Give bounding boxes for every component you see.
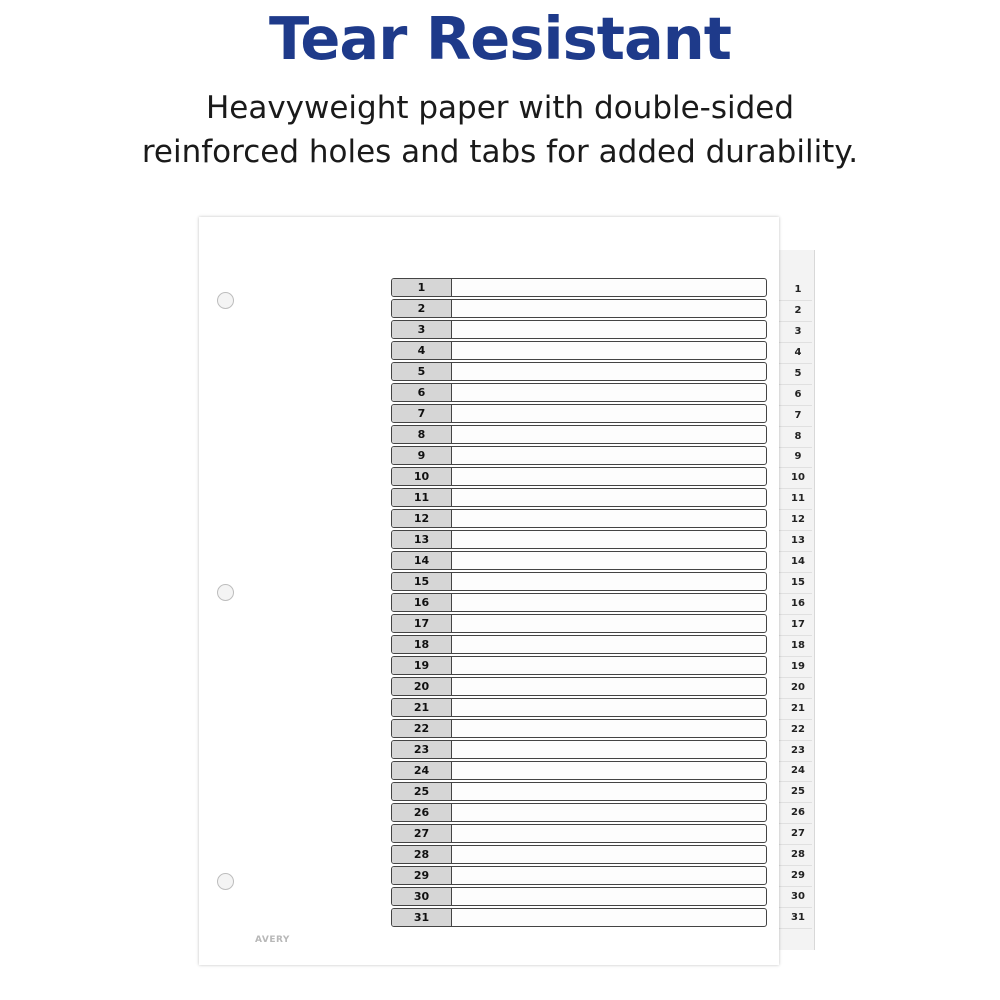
- toc-row: [391, 488, 767, 507]
- toc-row: [391, 866, 767, 885]
- toc-row-number: 27: [392, 825, 452, 842]
- toc-row-number: 26: [392, 804, 452, 821]
- toc-row: [391, 446, 767, 465]
- divider-tab-label: 15: [791, 577, 805, 589]
- divider-tab-label: 27: [791, 828, 805, 840]
- toc-row: [391, 572, 767, 591]
- toc-row-number: 1: [392, 279, 452, 296]
- toc-row: [391, 530, 767, 549]
- divider-tab-label: 6: [794, 388, 802, 400]
- toc-row-number: 9: [392, 447, 452, 464]
- toc-row-number: 25: [392, 783, 452, 800]
- divider-tab-label: 11: [791, 493, 805, 505]
- toc-row: [391, 698, 767, 717]
- toc-row: [391, 887, 767, 906]
- toc-row: [391, 362, 767, 381]
- divider-tab-label: 25: [791, 786, 805, 798]
- toc-row-number: 15: [392, 573, 452, 590]
- divider-tab-label: 28: [791, 849, 805, 861]
- toc-row: [391, 761, 767, 780]
- divider-tab-label: 16: [791, 598, 805, 609]
- divider-tab-label: 9: [794, 451, 802, 463]
- toc-row-number: 31: [392, 909, 452, 926]
- divider-tab-label: 30: [791, 891, 805, 903]
- toc-row-number: 29: [392, 867, 452, 884]
- toc-row-number: 4: [392, 342, 452, 359]
- toc-row-number: 3: [392, 321, 452, 338]
- toc-row: [391, 740, 767, 759]
- toc-row: [391, 299, 767, 318]
- punch-hole-middle: [217, 584, 234, 601]
- toc-row-number: 12: [392, 510, 452, 527]
- toc-row-number: 14: [392, 552, 452, 569]
- divider-tab-label: 17: [791, 618, 805, 630]
- divider-tab-label: 10: [791, 472, 805, 484]
- divider-tab-label: 13: [791, 535, 805, 547]
- divider-tab-label: 20: [791, 681, 805, 693]
- toc-row-number: 17: [392, 615, 452, 632]
- toc-row-number: 28: [392, 846, 452, 863]
- toc-list: [391, 278, 767, 929]
- toc-row: [391, 593, 767, 612]
- avery-logo: AVERY: [255, 935, 290, 945]
- divider-tab-label: 5: [794, 367, 802, 379]
- divider-tab-label: 31: [791, 912, 805, 923]
- toc-row-number: 6: [392, 384, 452, 401]
- toc-row-number: 16: [392, 594, 452, 611]
- toc-row-number: 2: [392, 300, 452, 317]
- toc-row-number: 22: [392, 720, 452, 737]
- toc-row: [391, 782, 767, 801]
- toc-row-number: 19: [392, 657, 452, 674]
- divider-tab-label: 19: [791, 660, 805, 672]
- toc-row: [391, 824, 767, 843]
- headline: Tear Resistant: [268, 4, 731, 73]
- divider-tab-label: 24: [791, 765, 805, 777]
- subheadline-line-2: reinforced holes and tabs for added durability.: [141, 134, 859, 170]
- toc-row: [391, 845, 767, 864]
- toc-row-number: 8: [392, 426, 452, 443]
- divider-tab-label: 22: [791, 723, 805, 735]
- divider-tab-label: 7: [794, 409, 802, 421]
- divider-tab-label: 12: [791, 514, 805, 526]
- divider-tab-label: 2: [794, 304, 802, 316]
- divider-tab-label: 14: [791, 556, 805, 568]
- divider-tab-label: 18: [791, 639, 805, 651]
- toc-row: [391, 656, 767, 675]
- toc-row: [391, 278, 767, 297]
- toc-row: [391, 383, 767, 402]
- divider-tab-label: 21: [791, 702, 805, 714]
- toc-row: [391, 677, 767, 696]
- toc-row: [391, 404, 767, 423]
- toc-row: [391, 509, 767, 528]
- toc-row-number: 24: [392, 762, 452, 779]
- toc-row: [391, 341, 767, 360]
- toc-row-number: 11: [392, 489, 452, 506]
- toc-row-number: 21: [392, 699, 452, 716]
- toc-row: [391, 635, 767, 654]
- toc-row: [391, 908, 767, 927]
- divider-tab-label: 26: [791, 807, 805, 819]
- toc-row-number: 10: [392, 468, 452, 485]
- toc-row-number: 23: [392, 741, 452, 758]
- toc-row: [391, 320, 767, 339]
- divider-tab-label: 8: [794, 430, 802, 442]
- table-of-contents-page: [199, 217, 779, 965]
- subheadline-line-1: Heavyweight paper with double-sided: [205, 90, 795, 126]
- toc-row: [391, 551, 767, 570]
- divider-tab-label: 29: [791, 870, 805, 882]
- divider-tab-label: 1: [794, 284, 802, 295]
- toc-row-number: 20: [392, 678, 452, 695]
- punch-hole-top: [217, 292, 234, 309]
- toc-row: [391, 719, 767, 738]
- toc-row: [391, 425, 767, 444]
- divider-tab-label: 4: [794, 346, 802, 358]
- toc-row-number: 30: [392, 888, 452, 905]
- toc-row: [391, 803, 767, 822]
- toc-row: [391, 467, 767, 486]
- divider-tab-label: 3: [794, 325, 802, 337]
- toc-row-number: 7: [392, 405, 452, 422]
- toc-row-number: 18: [392, 636, 452, 653]
- toc-row: [391, 614, 767, 633]
- punch-hole-bottom: [217, 873, 234, 890]
- divider-tab-label: 23: [791, 744, 805, 756]
- toc-row-number: 5: [392, 363, 452, 380]
- toc-row-number: 13: [392, 531, 452, 548]
